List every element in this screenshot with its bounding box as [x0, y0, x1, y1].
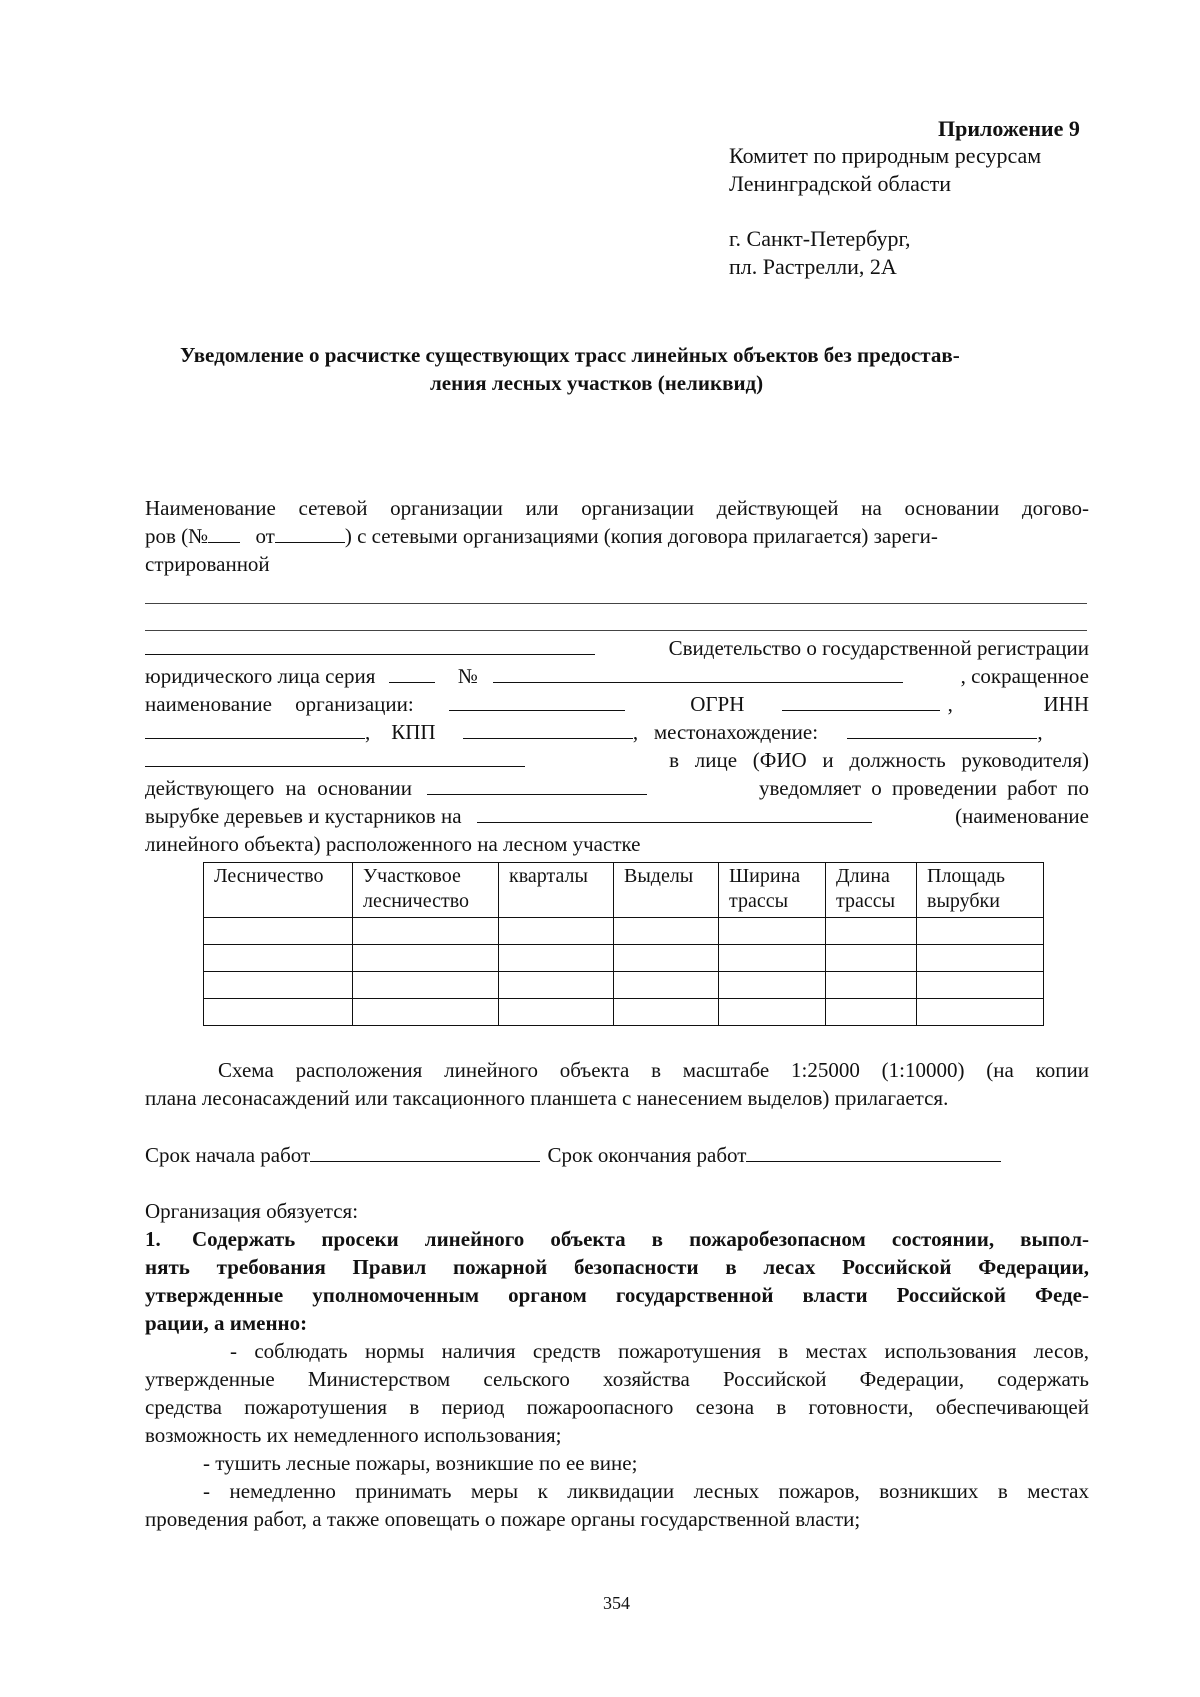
obligation-1-line-3: утвержденные уполномоченным органом государственной власти Российской Феде-	[145, 1283, 1089, 1307]
start-date-label: Срок начала работ	[145, 1143, 311, 1167]
end-date-field[interactable]	[746, 1143, 1001, 1162]
notifies-label: уведомляет о проведении работ по	[759, 776, 1089, 800]
bullet-3-line-2: проведения работ, а также оповещать о пожаре органы государственной власти;	[145, 1507, 861, 1531]
end-date-label: Срок окончания работ	[547, 1143, 747, 1167]
address-line-1: г. Санкт-Петербург,	[729, 226, 911, 251]
obligation-1-line-1: Содержать просеки линейного объекта в пожаробезопасном состоянии, выпол-	[192, 1227, 1089, 1251]
obligations-heading: Организация обязуется:	[145, 1199, 359, 1223]
forest-plot-table	[203, 862, 1044, 1026]
col-header-forestry: Лесничество	[204, 863, 353, 918]
bullet-1-line-3: средства пожаротушения в период пожароопасного сезона в готовности, обеспечивающей	[145, 1395, 1089, 1419]
felling-label: вырубке деревьев и кустарников на	[145, 804, 462, 828]
object-name-label: (наименование	[955, 804, 1089, 828]
table-row[interactable]	[204, 918, 1044, 945]
contract-number-field[interactable]	[208, 524, 240, 543]
org-name-field[interactable]	[449, 692, 625, 711]
number-sign: №	[457, 664, 478, 688]
kpp-field[interactable]	[463, 720, 633, 739]
work-dates-line	[145, 1141, 1001, 1169]
intro-line-1: Наименование сетевой организации или организации действующей на основании догово-	[145, 496, 1089, 520]
location-field[interactable]	[847, 720, 1037, 739]
address-line-2: пл. Растрелли, 2А	[729, 254, 897, 279]
certificate-label: Свидетельство о государственной регистрации	[668, 636, 1089, 660]
form-line-kpp	[145, 718, 1089, 746]
recipient-line-2: Ленинградской области	[729, 171, 951, 196]
org-name-label: наименование организации:	[145, 692, 414, 716]
ogrn-comma: ,	[947, 692, 953, 716]
form-line-series	[145, 662, 1089, 690]
ogrn-field[interactable]	[782, 692, 940, 711]
table-header-row	[204, 863, 1044, 918]
certificate-number-field[interactable]	[493, 664, 903, 683]
location-label: , местонахождение:	[632, 720, 819, 744]
legal-entity-series-label: юридического лица серия	[145, 664, 376, 688]
inn-label: ИНН	[1043, 692, 1089, 716]
acting-basis-field[interactable]	[427, 776, 647, 795]
contract-number-label: ров (№	[145, 524, 209, 548]
page-number: 354	[603, 1593, 630, 1613]
form-line-person	[145, 746, 1089, 774]
form-line-located: линейного объекта) расположенного на лесном участке	[145, 832, 641, 856]
scheme-line-2: плана лесонасаждений или таксационного планшета с нанесением выделов) прилагается.	[145, 1086, 949, 1110]
start-date-field[interactable]	[310, 1143, 540, 1162]
form-line-certificate	[145, 634, 1089, 662]
appendix-label: Приложение 9	[938, 116, 1080, 141]
location-comma: ,	[1037, 720, 1043, 744]
series-field[interactable]	[389, 664, 435, 683]
col-header-route-width: Ширина трассы	[719, 863, 826, 918]
document-title-line-2: ления лесных участков (неликвид)	[430, 371, 764, 395]
intro-line-2	[145, 522, 1089, 550]
location-field-continued[interactable]	[145, 748, 525, 767]
scheme-line-1: Схема расположения линейного объекта в масштабе 1:25000 (1:10000) (на копии	[218, 1058, 1089, 1082]
abbreviated-label: , сокращенное	[960, 664, 1089, 688]
col-header-sections: Выделы	[614, 863, 719, 918]
bullet-1-line-4: возможность их немедленного использования;	[145, 1423, 562, 1447]
registration-blank-line-1[interactable]	[145, 603, 1087, 604]
form-line-felling	[145, 802, 1089, 830]
obligation-1-line-4: рации, а именно:	[145, 1311, 308, 1335]
document-title-line-1: Уведомление о расчистке существующих трасс линейных объектов без предостав-	[180, 343, 960, 367]
intro-line-3: стрированной	[145, 552, 270, 576]
table-row[interactable]	[204, 945, 1044, 972]
intro-line-2-tail: ) с сетевыми организациями (копия договора прилагается) зареги-	[344, 524, 938, 548]
registration-blank-line-2[interactable]	[145, 630, 1087, 631]
col-header-district-forestry: Участковое лесничество	[353, 863, 499, 918]
contract-date-field[interactable]	[275, 524, 345, 543]
kpp-label: , КПП	[365, 720, 436, 744]
table-row[interactable]	[204, 999, 1044, 1026]
obligation-1-number: 1.	[145, 1227, 161, 1251]
contract-date-label: от	[255, 524, 275, 548]
col-header-quarters: кварталы	[499, 863, 614, 918]
bullet-3-line-1: - немедленно принимать меры к ликвидации лесных пожаров, возникших в местах	[203, 1479, 1089, 1503]
recipient-line-1: Комитет по природным ресурсам	[729, 143, 1042, 168]
col-header-felling-area: Площадь вырубки	[917, 863, 1044, 918]
col-header-route-length: Длина трассы	[826, 863, 917, 918]
ogrn-label: ОГРН	[690, 692, 745, 716]
obligation-1-line-2: нять требования Правил пожарной безопасности в лесах Российской Федерации,	[145, 1255, 1089, 1279]
inn-field[interactable]	[145, 720, 365, 739]
bullet-1-line-2: утвержденные Министерством сельского хозяйства Российской Федерации, содержать	[145, 1367, 1089, 1391]
acting-basis-label: действующего на основании	[145, 776, 413, 800]
form-line-acting	[145, 774, 1089, 802]
linear-object-field[interactable]	[477, 804, 872, 823]
form-line-org-name	[145, 690, 1089, 718]
in-person-label: в лице (ФИО и должность руководителя)	[669, 748, 1089, 772]
registration-field-3[interactable]	[145, 636, 595, 655]
bullet-2: - тушить лесные пожары, возникшие по ее вине;	[203, 1451, 638, 1475]
bullet-1-line-1: - соблюдать нормы наличия средств пожаротушения в местах использования лесов,	[230, 1339, 1089, 1363]
table-row[interactable]	[204, 972, 1044, 999]
